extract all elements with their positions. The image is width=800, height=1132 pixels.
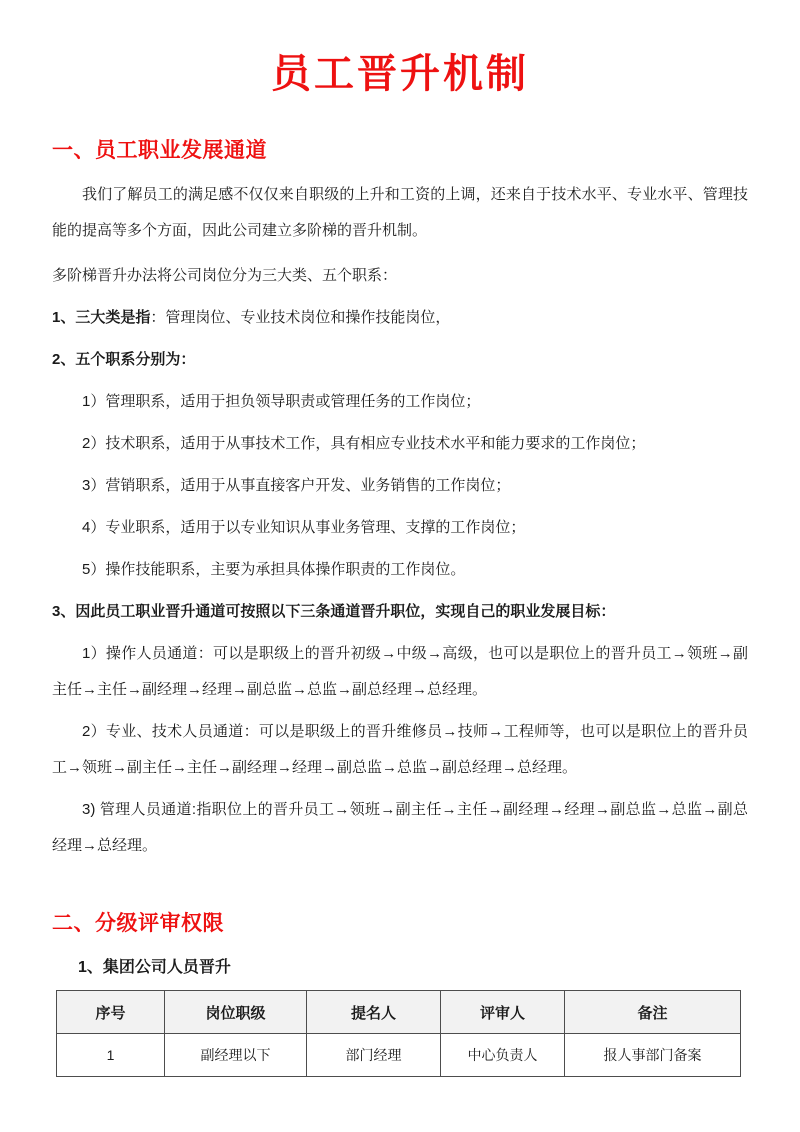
list-item-five-families — [52, 342, 748, 378]
career-path-item: 1）操作人员通道：可以是职级上的晋升初级→中级→高级，也可以是职位上的晋升员工→领班→副主任→主任→副经理→经理→副总监→总监→副总经理→总经理。 — [52, 645, 748, 699]
table-row — [57, 1034, 741, 1077]
table-header-row — [57, 991, 741, 1034]
table-cell: 1 — [57, 1034, 165, 1077]
grade-table-wrapper — [52, 990, 748, 1077]
list-item: 3）营销职系，适用于从事直接客户开发、业务销售的工作岗位； — [82, 477, 511, 495]
table-cell: 中心负责人 — [441, 1034, 565, 1077]
list-item: 2）技术职系，适用于从事技术工作，具有相应专业技术水平和能力要求的工作岗位； — [82, 435, 646, 453]
table-header-cell: 序号 — [57, 991, 165, 1034]
table-header-cell: 评审人 — [441, 991, 565, 1034]
document-title: 员工晋升机制 — [271, 52, 529, 96]
career-path-item: 3) 管理人员通道:指职位上的晋升员工→领班→副主任→主任→副经理→经理→副总监→总监→副总经理→总经理。 — [52, 801, 748, 855]
table-header-cell: 岗位职级 — [165, 991, 307, 1034]
table-cell: 报人事部门备案 — [565, 1034, 741, 1077]
table-header-cell: 备注 — [565, 991, 741, 1034]
section-heading-career-path: 一、员工职业发展通道 — [52, 139, 267, 162]
table-cell: 部门经理 — [307, 1034, 441, 1077]
list-item-three-channels — [52, 594, 748, 630]
list-item-three-categories-lead: 1、三大类是指 — [52, 309, 151, 327]
list-item: 1）管理职系，适用于担负领导职责或管理任务的工作岗位； — [82, 393, 481, 411]
list-item: 4）专业职系，适用于以专业知识从事业务管理、支撑的工作岗位； — [82, 519, 526, 537]
list-item-three-categories — [52, 300, 748, 336]
intro-paragraph: 我们了解员工的满足感不仅仅来自职级的上升和工资的上调，还来自于技术水平、专业水平、管理技能的提高等多个方面，因此公司建立多阶梯的晋升机制。 — [52, 186, 748, 240]
list-item: 5）操作技能职系，主要为承担具体操作职责的工作岗位。 — [82, 561, 466, 579]
list-item-three-categories-rest: ：管理岗位、专业技术岗位和操作技能岗位， — [150, 309, 451, 327]
career-path-item: 2）专业、技术人员通道：可以是职级上的晋升维修员→技师→工程师等，也可以是职位上的晋升员工→领班→副主任→主任→副经理→经理→副总监→总监→副总经理→总经理。 — [52, 723, 748, 777]
grade-review-table — [56, 990, 741, 1077]
table-header-cell: 提名人 — [307, 991, 441, 1034]
section-heading-review-authority: 二、分级评审权限 — [52, 912, 224, 936]
list-item-five-families-lead: 2、五个职系分别为： — [52, 351, 196, 369]
list-item-three-channels-lead: 3、因此员工职业晋升通道可按照以下三条通道晋升职位，实现自己的职业发展目标： — [52, 603, 616, 621]
table-cell: 副经理以下 — [165, 1034, 307, 1077]
subheading-group-company-promotion: 1、集团公司人员晋升 — [78, 958, 231, 976]
classification-line: 多阶梯晋升办法将公司岗位分为三大类、五个职系： — [52, 267, 398, 285]
